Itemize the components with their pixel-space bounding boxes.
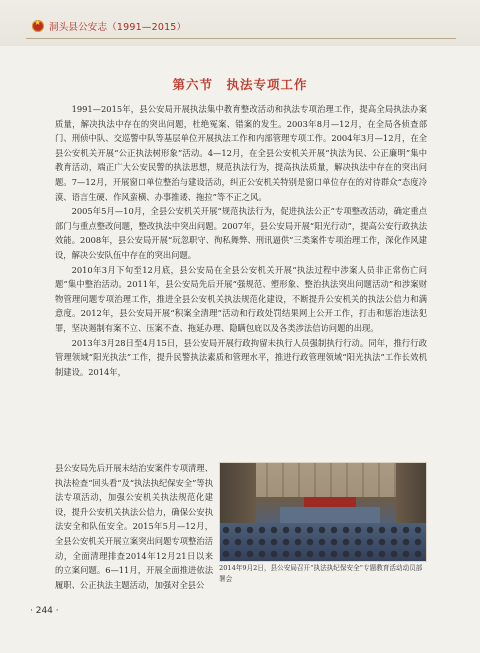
- section-title: 第六节 执法专项工作: [172, 77, 308, 92]
- photo-audience: [220, 523, 426, 561]
- body-text: [55, 102, 427, 379]
- paragraph: 2010年3月下旬至12月底，县公安局在全县公安机关开展“执法过程中涉案人员非正常伤亡问题”集中整治活动。2011年，县公安局先后开展“强规范、塑形象、整治执法突出问题活动”和涉案财物管理问题专项治理工作，推进全县公安机关执法规范化建设，不断提升公安机关的执法公信力和满意度。2012年，县公安局开展“积案全清理”活动和行政处罚结果网上公开工作，打击和惩治违法犯罪，坚决遏制有案不立、压案不查、拖延办理、隐瞒包庇以及各类涉法信访问题的出现。: [55, 264, 427, 333]
- paragraph: 2013年3月28日至4月15日，县公安局开展行政拘留未执行人员强制执行行动。同年，推行行政管理领域“阳光执法”工作，提升民警执法素质和管理水平，推进行政管理领域“阳光执法”工作长效机制建设。2014年，: [55, 337, 427, 377]
- photo-banner: [304, 497, 356, 507]
- header-divider: [26, 38, 456, 39]
- paragraph: 2005年5月—10月，全县公安机关开展“规范执法行为，促进执法公正”专项整改活动，确定重点部门与重点整改问题，整改执法中突出问题。2007年，县公安局开展“阳光行动”，提高公安行政执法效能。2008年，县公安局开展“玩忽职守、徇私舞弊、刑讯逼供”三类案件专项治理工作，深化作风建设，解决公安队伍中存在的突出问题。: [55, 206, 427, 260]
- book-title: 洞头县公安志（1991—2015）: [49, 22, 187, 33]
- photo-caption: 2014年9月2日，县公安局召开“执法执纪保安全”专题教育活动动员部署会: [219, 564, 423, 583]
- wrapped-text: [55, 461, 213, 592]
- police-emblem-icon: [32, 20, 44, 32]
- meeting-photo: [219, 462, 427, 562]
- paragraph: 1991—2015年，县公安局开展执法集中教育整改活动和执法专项治理工作，提高全局执法办案质量，解决执法中存在的突出问题，杜绝冤案、错案的发生。2003年8月—12月，在全局各侦查部门、刑侦中队、交巡警中队等基层单位开展执法工作和内部管理专项工作。2004年3月—12月，在全县公安机关开展“公正执法树形象”活动。4—12月，在全县公安机关开展“执法为民、公正廉明”集中教育活动，端正广大公安民警的执法思想，规范执法行为，提高执法质量，解决执法中存在的突出问题。7—12月，开展窗口单位整治与建设活动，纠正公安机关特别是窗口单位存在的对待群众“态度冷漠、语言生硬、作风蛮横、办事推诿、拖拉”等不正之风。: [55, 104, 427, 202]
- page-header: [0, 0, 480, 46]
- paragraph: 县公安局先后开展未结治安案件专项清理、执法检查“回头看”及“执法执纪保安全”等执法专项活动，加强公安机关执法规范化建设，提升公安机关执法公信力，确保公安执法安全和队伍安全。2015年5月—12月，全县公安机关开展立案突出问题专项整治活动，全面清理排查2014年12月21日以来的立案问题。6—11月，开展全面推进依法履职、公正执法主题活动，加强对全县公: [55, 463, 214, 590]
- page-number: · 244 ·: [30, 606, 59, 616]
